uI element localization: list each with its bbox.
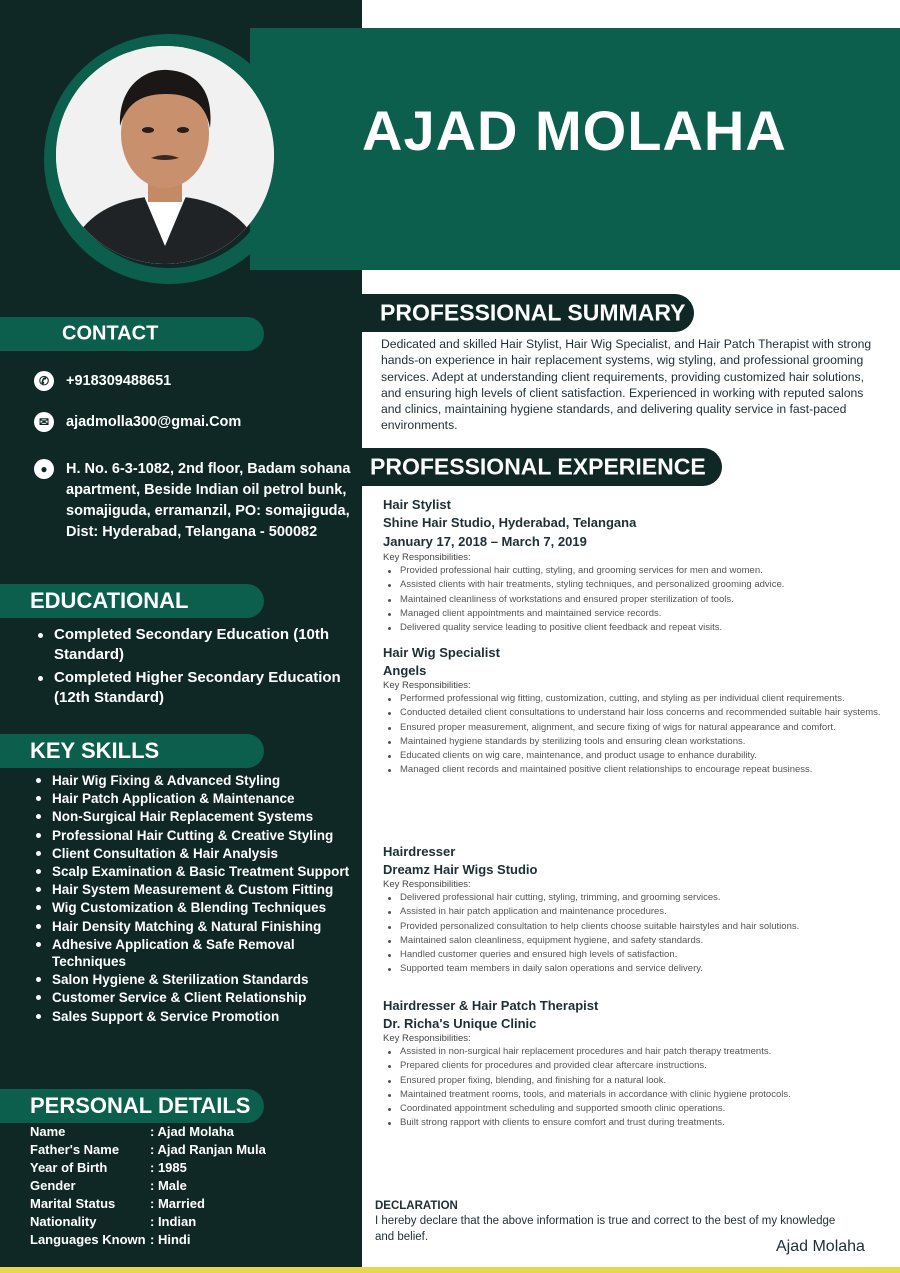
education-heading: EDUCATIONAL <box>0 584 264 618</box>
responsibility-item: Built strong rapport with clients to ensure comfort and trust during treatments. <box>383 1116 888 1130</box>
responsibility-list <box>383 564 888 635</box>
education-item: Completed Higher Secondary Education (12th Standard) <box>32 668 362 708</box>
job-entry <box>383 496 888 635</box>
mail-icon: ✉ <box>34 412 54 432</box>
responsibility-item: Maintained hygiene standards by sterilizing tools and ensuring clean workstations. <box>383 735 888 749</box>
key-responsibilities-label: Key Responsibilities: <box>383 1033 471 1044</box>
skill-item: Scalp Examination & Basic Treatment Support <box>30 863 355 880</box>
personal-row: Nationality : Indian <box>30 1214 197 1229</box>
signature: Ajad Molaha <box>776 1238 865 1255</box>
summary-heading: PROFESSIONAL SUMMARY <box>362 294 694 332</box>
experience-heading: PROFESSIONAL EXPERIENCE <box>362 448 722 486</box>
responsibility-item: Provided personalized consultation to help clients choose suitable hairstyles and hair solutions. <box>383 920 888 934</box>
job-company: Angels <box>383 663 427 678</box>
job-dates: January 17, 2018 – March 7, 2019 <box>383 534 587 549</box>
personal-row: Name : Ajad Molaha <box>30 1124 235 1139</box>
address-text: H. No. 6-3-1082, 2nd floor, Badam sohana apartment, Beside Indian oil petrol bunk, somajiguda, erramanzil, PO: somajiguda, Dist: Hyderabad, Telangana - 500082 <box>66 461 351 540</box>
contact-phone <box>34 371 171 392</box>
candidate-name: AJAD MOLAHA <box>362 99 787 162</box>
job-title: Hair Stylist <box>383 497 451 512</box>
skill-item: Hair Density Matching & Natural Finishing <box>30 918 355 935</box>
summary-text: Dedicated and skilled Hair Stylist, Hair Wig Specialist, and Hair Patch Therapist with strong hands-on experience in hair replacement systems, wig styling, and professional grooming services. Adept at understanding client requirements, providing customized hair solutions, and ensuring high levels of client satisfaction. Experienced in working with reputed salons and clinics, maintaining hygiene standards, and delivering quality service in fast-paced environments. <box>381 337 872 433</box>
declaration-heading: DECLARATION <box>375 1200 458 1212</box>
responsibility-list <box>383 891 888 977</box>
email-text: ajadmolla300@gmai.Com <box>66 414 242 430</box>
declaration-text: I hereby declare that the above information is true and correct to the best of my knowledge and belief. <box>375 1215 836 1243</box>
responsibility-item: Prepared clients for procedures and provided clear aftercare instructions. <box>383 1059 888 1073</box>
key-responsibilities-label: Key Responsibilities: <box>383 552 471 563</box>
education-list <box>32 625 362 711</box>
skill-item: Customer Service & Client Relationship <box>30 989 355 1006</box>
personal-row: Father's Name : Ajad Ranjan Mula <box>30 1142 266 1157</box>
job-title: Hairdresser <box>383 844 456 859</box>
personal-row: Year of Birth : 1985 <box>30 1160 187 1175</box>
responsibility-item: Handled customer queries and ensured high levels of satisfaction. <box>383 948 888 962</box>
job-company: Shine Hair Studio, Hyderabad, Telangana <box>383 515 637 530</box>
personal-heading: PERSONAL DETAILS <box>0 1089 264 1123</box>
responsibility-item: Maintained salon cleanliness, equipment hygiene, and safety standards. <box>383 934 888 948</box>
responsibility-item: Coordinated appointment scheduling and supported smooth clinic operations. <box>383 1102 888 1116</box>
personal-details-table <box>30 1123 266 1249</box>
job-company: Dreamz Hair Wigs Studio <box>383 862 538 877</box>
responsibility-item: Educated clients on wig care, maintenance, and product usage to enhance durability. <box>383 749 888 763</box>
skills-heading: KEY SKILLS <box>0 734 264 768</box>
responsibility-item: Delivered quality service leading to positive client feedback and repeat visits. <box>383 621 888 635</box>
responsibility-item: Supported team members in daily salon operations and service delivery. <box>383 962 888 976</box>
skill-item: Non-Surgical Hair Replacement Systems <box>30 808 355 825</box>
skill-item: Hair Wig Fixing & Advanced Styling <box>30 772 355 789</box>
personal-row: Marital Status : Married <box>30 1196 205 1211</box>
skill-item: Salon Hygiene & Sterilization Standards <box>30 971 355 988</box>
education-item: Completed Secondary Education (10th Standard) <box>32 625 362 665</box>
key-responsibilities-label: Key Responsibilities: <box>383 680 471 691</box>
profile-photo <box>56 46 274 264</box>
responsibility-item: Maintained cleanliness of workstations and ensured proper sterilization of tools. <box>383 593 888 607</box>
job-entry <box>383 997 888 1131</box>
responsibility-item: Ensured proper fixing, blending, and finishing for a natural look. <box>383 1074 888 1088</box>
job-title: Hairdresser & Hair Patch Therapist <box>383 998 599 1013</box>
key-responsibilities-label: Key Responsibilities: <box>383 879 471 890</box>
person-portrait-icon <box>56 46 274 264</box>
responsibility-item: Managed client appointments and maintained service records. <box>383 607 888 621</box>
responsibility-item: Assisted in non-surgical hair replacement procedures and hair patch therapy treatments. <box>383 1045 888 1059</box>
job-title: Hair Wig Specialist <box>383 645 500 660</box>
contact-email <box>34 412 241 433</box>
responsibility-list <box>383 692 888 778</box>
job-entry <box>383 644 888 778</box>
responsibility-item: Delivered professional hair cutting, styling, trimming, and grooming services. <box>383 891 888 905</box>
responsibility-item: Provided professional hair cutting, styling, and grooming services for men and women. <box>383 564 888 578</box>
skill-item: Professional Hair Cutting & Creative Styling <box>30 827 355 844</box>
skill-item: Hair Patch Application & Maintenance <box>30 790 355 807</box>
skills-list <box>30 772 355 1026</box>
responsibility-item: Performed professional wig fitting, customization, cutting, and styling as per individual client requirements. <box>383 692 888 706</box>
contact-heading: CONTACT <box>0 317 264 351</box>
responsibility-item: Conducted detailed client consultations to understand hair loss concerns and recommended suitable hair systems. <box>383 706 888 720</box>
responsibility-item: Maintained treatment rooms, tools, and materials in accordance with clinic hygiene protocols. <box>383 1088 888 1102</box>
phone-icon: ✆ <box>34 371 54 391</box>
responsibility-item: Ensured proper measurement, alignment, and secure fixing of wigs for natural appearance and comfort. <box>383 721 888 735</box>
skill-item: Client Consultation & Hair Analysis <box>30 845 355 862</box>
skill-item: Sales Support & Service Promotion <box>30 1008 355 1025</box>
job-company: Dr. Richa's Unique Clinic <box>383 1016 537 1031</box>
personal-row: Languages Known : Hindi <box>30 1232 191 1247</box>
skill-item: Adhesive Application & Safe Removal Techniques <box>30 936 355 970</box>
skill-item: Hair System Measurement & Custom Fitting <box>30 881 355 898</box>
location-icon: ● <box>34 459 54 479</box>
responsibility-item: Assisted in hair patch application and maintenance procedures. <box>383 905 888 919</box>
responsibility-item: Managed client records and maintained positive client relationships to encourage repeat business. <box>383 763 888 777</box>
job-entry <box>383 843 888 977</box>
phone-text: +918309488651 <box>66 373 172 389</box>
responsibility-list <box>383 1045 888 1131</box>
responsibility-item: Assisted clients with hair treatments, styling techniques, and personalized grooming advice. <box>383 578 888 592</box>
personal-row: Gender : Male <box>30 1178 187 1193</box>
contact-address <box>34 459 360 543</box>
skill-item: Wig Customization & Blending Techniques <box>30 899 355 916</box>
